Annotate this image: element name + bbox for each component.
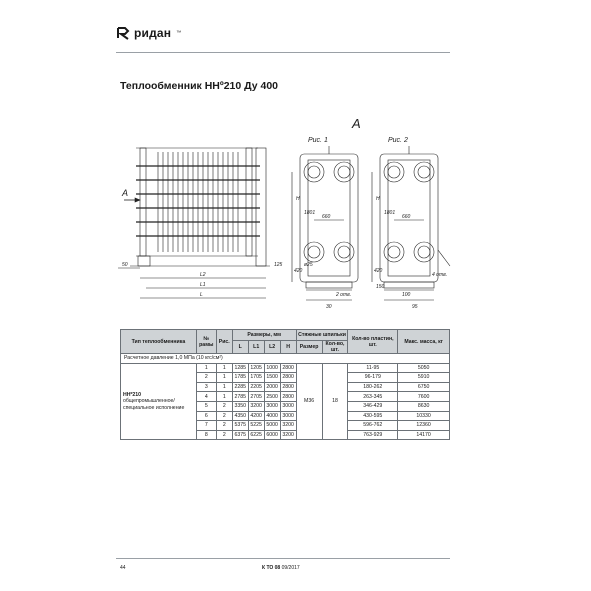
cell-h: 2800 — [280, 363, 296, 373]
header-bolt-size: Размер — [296, 341, 322, 354]
cell-h: 3000 — [280, 401, 296, 411]
brand-name: ридан — [134, 26, 172, 40]
cell-frame: 6 — [196, 411, 216, 421]
cell-l1: 3200 — [248, 401, 264, 411]
cell-l2: 6000 — [264, 430, 280, 440]
dim-420-2: 420 — [374, 268, 383, 274]
cell-fig: 1 — [216, 382, 232, 392]
cell-fig: 2 — [216, 411, 232, 421]
cell-l2: 2500 — [264, 392, 280, 402]
dim-100: 100 — [402, 292, 411, 298]
dim-l2: L2 — [200, 272, 206, 278]
type-name: ННº210 — [123, 391, 142, 398]
cell-mass: 10330 — [398, 411, 450, 421]
cell-plates: 430-595 — [348, 411, 398, 421]
spec-table — [120, 329, 450, 440]
dim-h-1: H — [296, 196, 300, 202]
dim-l: L — [200, 292, 203, 298]
cell-plates: 96-179 — [348, 373, 398, 383]
dim-h-2: H — [376, 196, 380, 202]
cell-h: 2800 — [280, 392, 296, 402]
dim-l1: L1 — [200, 282, 206, 288]
header-bolt-count: Кол-во, шт. — [322, 341, 348, 354]
port-top-left — [304, 162, 324, 182]
cell-mass: 14170 — [398, 430, 450, 440]
header-sizes: Размеры, мм — [232, 330, 296, 341]
cell-plates: 763-929 — [348, 430, 398, 440]
cell-fig: 1 — [216, 392, 232, 402]
doc-date: 09/2017 — [281, 565, 300, 571]
cell-plates: 346-429 — [348, 401, 398, 411]
cell-fig: 2 — [216, 430, 232, 440]
cell-fig: 1 — [216, 373, 232, 383]
pressure-plate — [246, 148, 252, 256]
cell-h: 3200 — [280, 421, 296, 431]
header-plates: Кол-во пластин, шт. — [348, 330, 398, 354]
type-cell — [121, 363, 197, 440]
cell-l2: 1000 — [264, 363, 280, 373]
cell-l: 2785 — [232, 392, 248, 402]
cell-h: 2800 — [280, 373, 296, 383]
cell-mass: 6750 — [398, 382, 450, 392]
dim-d25: ø25 — [304, 262, 313, 268]
page-title: Теплообменник ННº210 Ду 400 — [120, 80, 279, 92]
header-l2: L2 — [264, 341, 280, 354]
port-bottom-left — [304, 242, 324, 262]
cell-l: 1785 — [232, 373, 248, 383]
cell-fig: 1 — [216, 363, 232, 373]
plate-pack — [158, 152, 238, 252]
fixed-plate — [140, 148, 146, 256]
ridan-logo-icon — [116, 26, 130, 40]
cell-h: 3200 — [280, 430, 296, 440]
cell-l2: 3000 — [264, 401, 280, 411]
doc-code — [262, 565, 300, 571]
table-row — [121, 363, 450, 373]
header-l1: L1 — [248, 341, 264, 354]
technical-drawing — [118, 100, 452, 322]
header-h: H — [280, 341, 296, 354]
cell-l2: 5000 — [264, 421, 280, 431]
cell-l1: 1705 — [248, 373, 264, 383]
cell-l1: 6225 — [248, 430, 264, 440]
fig2-label: Рис. 2 — [388, 137, 408, 144]
cell-l: 2285 — [232, 382, 248, 392]
cell-fig: 2 — [216, 421, 232, 431]
cell-mass: 8630 — [398, 401, 450, 411]
page-number: 44 — [120, 565, 126, 571]
header-frame: № рамы — [196, 330, 216, 354]
cell-mass: 5910 — [398, 373, 450, 383]
header-divider — [116, 52, 450, 53]
cell-l1: 1205 — [248, 363, 264, 373]
view-label-a: A — [352, 116, 361, 131]
header-mass: Макс. масса, кг — [398, 330, 450, 354]
bolt-size-cell: M36 — [296, 363, 322, 440]
side-arrow-label: A — [122, 188, 129, 198]
cell-l: 3350 — [232, 401, 248, 411]
cell-l: 6375 — [232, 430, 248, 440]
cell-frame: 2 — [196, 373, 216, 383]
cell-h: 3000 — [280, 411, 296, 421]
cell-l1: 4200 — [248, 411, 264, 421]
cell-frame: 8 — [196, 430, 216, 440]
cell-plates: 263-345 — [348, 392, 398, 402]
dim-2-holes: 2 отв. — [336, 292, 352, 298]
fig1-label: Рис. 1 — [308, 137, 328, 144]
dim-1801-1: 1801 — [304, 210, 316, 216]
port-top-right — [334, 162, 354, 182]
cell-mass: 7600 — [398, 392, 450, 402]
cell-plates: 180-262 — [348, 382, 398, 392]
dim-150: 150 — [376, 284, 385, 290]
header-l: L — [232, 341, 248, 354]
cell-plates: 11-95 — [348, 363, 398, 373]
cell-l: 1285 — [232, 363, 248, 373]
dim-30: 30 — [326, 304, 332, 310]
type-description: общепромышленное/ специальное исполнение — [123, 398, 185, 411]
dim-660-1: 660 — [322, 214, 331, 220]
brand-trademark: ™ — [176, 30, 182, 36]
doc-code-label: К ТО 08 — [262, 565, 281, 571]
dim-95: 95 — [412, 304, 418, 310]
dim-125: 125 — [274, 262, 283, 268]
cell-mass: 12360 — [398, 421, 450, 431]
footer-divider — [116, 558, 450, 559]
header-fig: Рис. — [216, 330, 232, 354]
header-type: Тип теплообменника — [121, 330, 197, 354]
cell-h: 2800 — [280, 382, 296, 392]
port-bottom-right — [334, 242, 354, 262]
cell-frame: 4 — [196, 392, 216, 402]
brand-logo — [116, 26, 181, 40]
dim-4-holes: 4 отв. — [432, 272, 448, 278]
cell-frame: 7 — [196, 421, 216, 431]
cell-l1: 5225 — [248, 421, 264, 431]
pressure-note: Расчетное давление 1,0 МПа (10 кгс/см²) — [121, 354, 450, 364]
cell-l1: 2705 — [248, 392, 264, 402]
bolt-count-cell: 18 — [322, 363, 348, 440]
cell-mass: 5050 — [398, 363, 450, 373]
cell-l2: 4000 — [264, 411, 280, 421]
dim-1801-2: 1801 — [384, 210, 396, 216]
header-bolts: Стяжные шпильки — [296, 330, 348, 341]
cell-l1: 2205 — [248, 382, 264, 392]
cell-l: 5375 — [232, 421, 248, 431]
cell-fig: 2 — [216, 401, 232, 411]
cell-l: 4350 — [232, 411, 248, 421]
cell-frame: 3 — [196, 382, 216, 392]
cell-l2: 2000 — [264, 382, 280, 392]
cell-frame: 1 — [196, 363, 216, 373]
dim-660-2: 660 — [402, 214, 411, 220]
cell-frame: 5 — [196, 401, 216, 411]
dim-50: 50 — [122, 262, 128, 268]
dim-420-1: 420 — [294, 268, 303, 274]
cell-l2: 1500 — [264, 373, 280, 383]
cell-plates: 596-762 — [348, 421, 398, 431]
